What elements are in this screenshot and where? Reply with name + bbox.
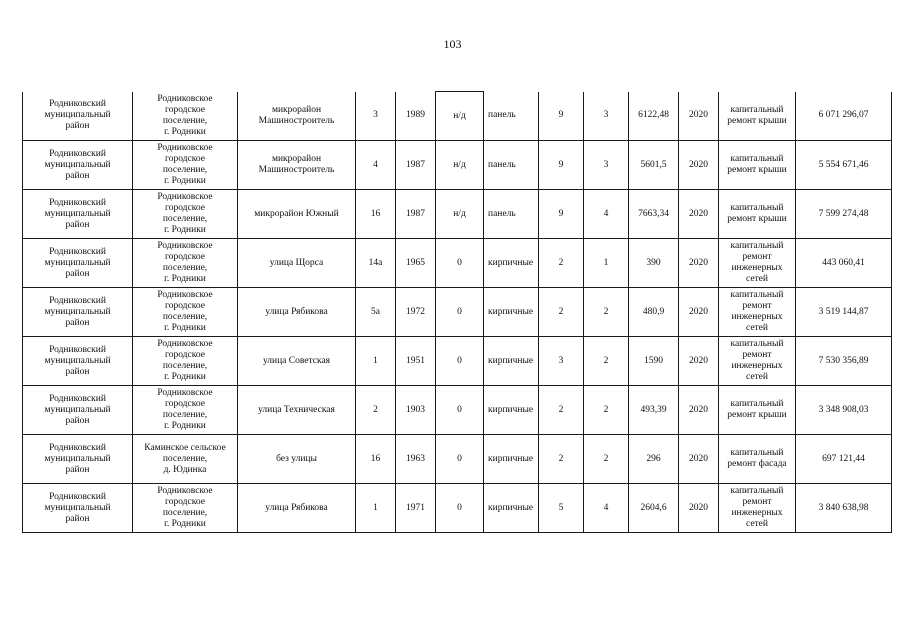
nd-cell-text: 0 xyxy=(457,355,462,366)
entrances-cell xyxy=(584,239,629,288)
street-cell-text: улица Советская xyxy=(262,355,331,366)
nd-cell xyxy=(436,337,484,386)
district-cell xyxy=(23,337,133,386)
work-type-cell xyxy=(719,337,796,386)
cost-cell xyxy=(796,239,892,288)
house-number-cell xyxy=(356,337,396,386)
cost-cell-text: 7 599 274,48 xyxy=(818,208,869,219)
entrances-cell xyxy=(584,435,629,484)
table-row xyxy=(23,484,892,533)
settlement-cell-text: Родниковское городское поселение, г. Родники xyxy=(157,388,213,431)
entrances-cell-text: 3 xyxy=(603,110,609,121)
wall-material-cell-text: кирпичные xyxy=(488,502,534,513)
wall-material-cell-text: кирпичные xyxy=(488,355,534,366)
house-number-cell xyxy=(356,190,396,239)
build-year-cell xyxy=(396,484,436,533)
work-type-cell xyxy=(719,92,796,141)
cost-cell-text: 3 348 908,03 xyxy=(818,404,869,415)
district-cell-text: Родниковский муниципальный район xyxy=(44,295,111,328)
street-cell xyxy=(238,239,356,288)
plan-year-cell-text: 2020 xyxy=(689,306,708,317)
street-cell-text: микрорайон Южный xyxy=(254,208,339,219)
work-type-cell xyxy=(719,386,796,435)
street-cell xyxy=(238,435,356,484)
nd-cell xyxy=(436,435,484,484)
floors-cell-text: 5 xyxy=(558,502,564,513)
cost-cell xyxy=(796,435,892,484)
street-cell xyxy=(238,141,356,190)
area-cell xyxy=(629,239,679,288)
street-cell-text: улица Щорса xyxy=(269,257,324,268)
entrances-cell xyxy=(584,484,629,533)
entrances-cell xyxy=(584,141,629,190)
district-cell xyxy=(23,435,133,484)
house-number-cell-text: 16 xyxy=(370,453,381,464)
table-row xyxy=(23,435,892,484)
plan-year-cell-text: 2020 xyxy=(689,453,708,464)
house-number-cell xyxy=(356,484,396,533)
wall-material-cell-text: панель xyxy=(488,208,516,219)
cost-cell xyxy=(796,92,892,141)
floors-cell-text: 2 xyxy=(558,257,564,268)
wall-material-cell-text: кирпичные xyxy=(488,306,534,317)
district-cell-text: Родниковский муниципальный район xyxy=(44,197,111,230)
cost-cell-text: 7 530 356,89 xyxy=(818,355,869,366)
floors-cell xyxy=(539,288,584,337)
wall-material-cell xyxy=(484,92,539,141)
area-cell xyxy=(629,337,679,386)
settlement-cell-text: Родниковское городское поселение, г. Родники xyxy=(157,339,213,382)
area-cell-text: 7663,34 xyxy=(638,208,669,219)
house-number-cell xyxy=(356,239,396,288)
entrances-cell-text: 2 xyxy=(603,404,609,415)
district-cell-text: Родниковский муниципальный район xyxy=(44,393,111,426)
entrances-cell-text: 3 xyxy=(603,159,609,170)
settlement-cell-text: Родниковское городское поселение, г. Родники xyxy=(157,143,213,186)
street-cell xyxy=(238,92,356,141)
street-cell-text: улица Техническая xyxy=(258,404,335,415)
build-year-cell xyxy=(396,386,436,435)
work-type-cell-text: капитальный ремонт инженерных сетей xyxy=(730,486,784,529)
plan-year-cell-text: 2020 xyxy=(689,110,708,121)
street-cell xyxy=(238,190,356,239)
build-year-cell-text: 1971 xyxy=(406,502,425,513)
nd-cell xyxy=(436,190,484,239)
area-cell-text: 6122,48 xyxy=(638,110,669,121)
nd-cell-text: 0 xyxy=(457,404,462,415)
house-number-cell xyxy=(356,141,396,190)
table-row xyxy=(23,386,892,435)
nd-cell-text: н/д xyxy=(453,159,466,170)
floors-cell-text: 2 xyxy=(558,453,564,464)
settlement-cell-text: Родниковское городское поселение, г. Родники xyxy=(157,241,213,284)
build-year-cell xyxy=(396,190,436,239)
house-number-cell xyxy=(356,92,396,141)
floors-cell-text: 9 xyxy=(558,208,564,219)
work-type-cell xyxy=(719,190,796,239)
floors-cell xyxy=(539,484,584,533)
area-cell xyxy=(629,435,679,484)
wall-material-cell-text: кирпичные xyxy=(488,257,534,268)
floors-cell xyxy=(539,239,584,288)
build-year-cell-text: 1951 xyxy=(406,355,425,366)
build-year-cell-text: 1989 xyxy=(406,110,425,121)
table-row xyxy=(23,239,892,288)
entrances-cell xyxy=(584,337,629,386)
table-row xyxy=(23,337,892,386)
district-cell xyxy=(23,484,133,533)
wall-material-cell xyxy=(484,386,539,435)
street-cell xyxy=(238,386,356,435)
table-body xyxy=(23,92,892,533)
street-cell-text: без улицы xyxy=(276,453,317,464)
nd-cell-text: 0 xyxy=(457,453,462,464)
entrances-cell-text: 4 xyxy=(603,208,609,219)
nd-cell-text: 0 xyxy=(457,306,462,317)
house-number-cell-text: 3 xyxy=(373,110,378,121)
wall-material-cell xyxy=(484,337,539,386)
nd-cell xyxy=(436,484,484,533)
district-cell-text: Родниковский муниципальный район xyxy=(44,491,111,524)
wall-material-cell xyxy=(484,484,539,533)
floors-cell xyxy=(539,141,584,190)
district-cell-text: Родниковский муниципальный район xyxy=(44,344,111,377)
build-year-cell xyxy=(396,92,436,141)
table-row xyxy=(23,141,892,190)
area-cell-text: 1590 xyxy=(644,355,663,366)
nd-cell xyxy=(436,386,484,435)
floors-cell xyxy=(539,435,584,484)
table-row xyxy=(23,190,892,239)
plan-year-cell xyxy=(679,386,719,435)
wall-material-cell-text: панель xyxy=(488,159,516,170)
district-cell xyxy=(23,239,133,288)
floors-cell-text: 2 xyxy=(558,306,564,317)
house-number-cell xyxy=(356,288,396,337)
house-number-cell xyxy=(356,435,396,484)
work-type-cell-text: капитальный ремонт крыши xyxy=(727,399,787,420)
district-cell xyxy=(23,190,133,239)
settlement-cell xyxy=(133,141,238,190)
settlement-cell xyxy=(133,337,238,386)
build-year-cell-text: 1963 xyxy=(406,453,425,464)
plan-year-cell-text: 2020 xyxy=(689,355,708,366)
cost-cell-text: 443 060,41 xyxy=(822,257,865,268)
area-cell xyxy=(629,386,679,435)
area-cell xyxy=(629,288,679,337)
cost-cell xyxy=(796,386,892,435)
house-number-cell-text: 14а xyxy=(368,257,383,268)
page-number: 103 xyxy=(443,37,462,51)
build-year-cell-text: 1903 xyxy=(406,404,425,415)
work-type-cell-text: капитальный ремонт крыши xyxy=(727,154,787,175)
work-type-cell xyxy=(719,141,796,190)
settlement-cell-text: Родниковское городское поселение, г. Родники xyxy=(157,290,213,333)
cost-cell xyxy=(796,484,892,533)
plan-year-cell-text: 2020 xyxy=(689,257,708,268)
work-type-cell-text: капитальный ремонт инженерных сетей xyxy=(730,290,784,333)
district-cell-text: Родниковский муниципальный район xyxy=(44,246,111,279)
house-number-cell-text: 1 xyxy=(373,355,378,366)
cost-cell-text: 3 519 144,87 xyxy=(818,306,869,317)
district-cell xyxy=(23,386,133,435)
cost-cell xyxy=(796,288,892,337)
cost-cell-text: 5 554 671,46 xyxy=(818,159,869,170)
wall-material-cell-text: кирпичные xyxy=(488,453,534,464)
settlement-cell xyxy=(133,190,238,239)
district-cell-text: Родниковский муниципальный район xyxy=(44,442,111,475)
settlement-cell-text: Родниковское городское поселение, г. Родники xyxy=(157,93,213,137)
nd-cell xyxy=(436,288,484,337)
house-number-cell-text: 2 xyxy=(373,404,378,415)
area-cell-text: 480,9 xyxy=(642,306,665,317)
build-year-cell xyxy=(396,141,436,190)
work-type-cell-text: капитальный ремонт крыши xyxy=(727,104,787,126)
house-number-cell-text: 16 xyxy=(370,208,381,219)
wall-material-cell xyxy=(484,239,539,288)
entrances-cell xyxy=(584,288,629,337)
plan-year-cell xyxy=(679,239,719,288)
plan-year-cell xyxy=(679,484,719,533)
settlement-cell-text: Родниковское городское поселение, г. Родники xyxy=(157,486,213,529)
cost-cell-text: 697 121,44 xyxy=(822,453,865,464)
build-year-cell-text: 1965 xyxy=(406,257,425,268)
floors-cell-text: 2 xyxy=(558,404,564,415)
entrances-cell-text: 2 xyxy=(603,355,609,366)
house-number-cell xyxy=(356,386,396,435)
nd-cell-text: н/д xyxy=(453,110,466,121)
street-cell xyxy=(238,484,356,533)
cost-cell xyxy=(796,337,892,386)
work-type-cell xyxy=(719,239,796,288)
plan-year-cell xyxy=(679,288,719,337)
settlement-cell xyxy=(133,92,238,141)
settlement-cell xyxy=(133,239,238,288)
settlement-cell xyxy=(133,484,238,533)
area-cell xyxy=(629,92,679,141)
table-row xyxy=(23,92,892,141)
area-cell xyxy=(629,190,679,239)
area-cell-text: 493,39 xyxy=(640,404,667,415)
wall-material-cell xyxy=(484,435,539,484)
entrances-cell xyxy=(584,190,629,239)
build-year-cell xyxy=(396,337,436,386)
build-year-cell xyxy=(396,288,436,337)
work-type-cell-text: капитальный ремонт инженерных сетей xyxy=(730,339,784,382)
work-type-cell-text: капитальный ремонт крыши xyxy=(727,203,787,224)
plan-year-cell xyxy=(679,435,719,484)
floors-cell-text: 9 xyxy=(558,110,564,121)
plan-year-cell-text: 2020 xyxy=(689,404,708,415)
work-type-cell xyxy=(719,435,796,484)
street-cell-text: микрорайон Машиностроитель xyxy=(258,104,335,126)
floors-cell-text: 3 xyxy=(558,355,564,366)
street-cell-text: улица Рябикова xyxy=(265,306,328,317)
wall-material-cell xyxy=(484,288,539,337)
nd-cell-text: 0 xyxy=(457,502,462,513)
plan-year-cell-text: 2020 xyxy=(689,502,708,513)
street-cell xyxy=(238,337,356,386)
work-type-cell xyxy=(719,288,796,337)
district-cell xyxy=(23,288,133,337)
area-cell xyxy=(629,484,679,533)
floors-cell xyxy=(539,386,584,435)
street-cell-text: улица Рябикова xyxy=(265,502,328,513)
street-cell-text: микрорайон Машиностроитель xyxy=(258,154,335,175)
build-year-cell xyxy=(396,435,436,484)
wall-material-cell-text: кирпичные xyxy=(488,404,534,415)
entrances-cell-text: 1 xyxy=(603,257,609,268)
house-number-cell-text: 5а xyxy=(371,306,380,317)
area-cell xyxy=(629,141,679,190)
plan-year-cell xyxy=(679,337,719,386)
area-cell-text: 2604,6 xyxy=(640,502,667,513)
district-cell-text: Родниковский муниципальный район xyxy=(44,148,111,181)
build-year-cell-text: 1987 xyxy=(406,159,425,170)
entrances-cell-text: 2 xyxy=(603,453,609,464)
cost-cell xyxy=(796,141,892,190)
settlement-cell xyxy=(133,386,238,435)
cost-cell-text: 6 071 296,07 xyxy=(818,110,869,121)
settlement-cell-text: Родниковское городское поселение, г. Родники xyxy=(157,192,213,235)
entrances-cell-text: 2 xyxy=(603,306,609,317)
nd-cell-text: 0 xyxy=(457,257,462,268)
house-number-cell-text: 1 xyxy=(373,502,378,513)
floors-cell xyxy=(539,190,584,239)
wall-material-cell-text: панель xyxy=(488,110,516,121)
entrances-cell xyxy=(584,386,629,435)
floors-cell xyxy=(539,92,584,141)
nd-cell xyxy=(436,141,484,190)
plan-year-cell xyxy=(679,190,719,239)
nd-cell xyxy=(436,92,484,141)
settlement-cell xyxy=(133,435,238,484)
house-number-cell-text: 4 xyxy=(373,159,378,170)
plan-year-cell-text: 2020 xyxy=(689,208,708,219)
district-cell-text: Родниковский муниципальный район xyxy=(44,99,111,132)
table-row xyxy=(23,288,892,337)
street-cell xyxy=(238,288,356,337)
entrances-cell-text: 4 xyxy=(603,502,609,513)
build-year-cell xyxy=(396,239,436,288)
area-cell-text: 5601,5 xyxy=(640,159,667,170)
work-type-cell-text: капитальный ремонт инженерных сетей xyxy=(730,241,784,284)
work-type-cell-text: капитальный ремонт фасада xyxy=(727,448,787,469)
district-cell xyxy=(23,141,133,190)
floors-cell-text: 9 xyxy=(558,159,564,170)
plan-year-cell xyxy=(679,141,719,190)
settlement-cell-text: Каминское сельское поселение, д. Юдинка xyxy=(144,442,226,475)
nd-cell xyxy=(436,239,484,288)
build-year-cell-text: 1987 xyxy=(406,208,425,219)
floors-cell xyxy=(539,337,584,386)
cost-cell-text: 3 840 638,98 xyxy=(818,502,869,513)
housing-repair-table xyxy=(22,91,892,533)
district-cell xyxy=(23,92,133,141)
work-type-cell xyxy=(719,484,796,533)
cost-cell xyxy=(796,190,892,239)
nd-cell-text: н/д xyxy=(453,208,466,219)
build-year-cell-text: 1972 xyxy=(406,306,425,317)
area-cell-text: 296 xyxy=(646,453,661,464)
plan-year-cell-text: 2020 xyxy=(689,159,708,170)
wall-material-cell xyxy=(484,190,539,239)
settlement-cell xyxy=(133,288,238,337)
area-cell-text: 390 xyxy=(646,257,661,268)
entrances-cell xyxy=(584,92,629,141)
plan-year-cell xyxy=(679,92,719,141)
wall-material-cell xyxy=(484,141,539,190)
